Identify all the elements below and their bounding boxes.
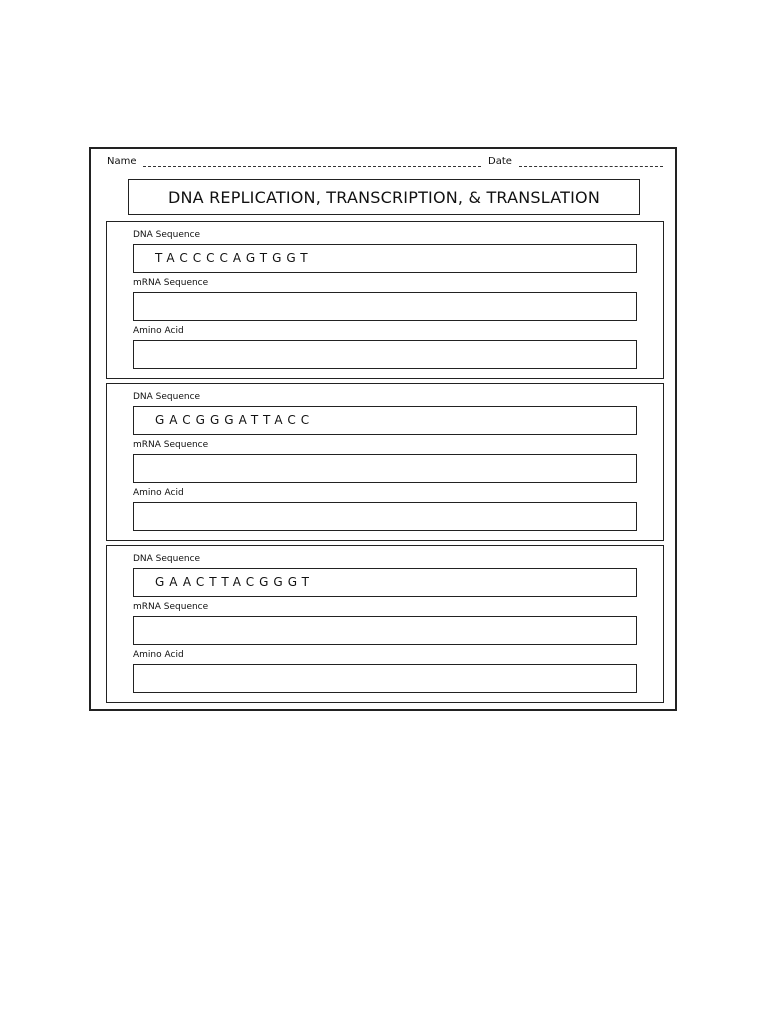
sequence-section-1 <box>106 221 664 379</box>
dna-sequence-field: GAACTTACGGGT <box>133 568 637 597</box>
mrna-sequence-label: mRNA Sequence <box>133 278 209 288</box>
name-label: Name <box>107 156 137 167</box>
dna-sequence-label: DNA Sequence <box>133 554 201 564</box>
dna-sequence-field: TACCCCAGTGGT <box>133 244 637 273</box>
mrna-sequence-label: mRNA Sequence <box>133 440 209 450</box>
header-line <box>107 155 665 171</box>
dna-sequence-label: DNA Sequence <box>133 230 201 240</box>
mrna-sequence-label: mRNA Sequence <box>133 602 209 612</box>
mrna-sequence-field[interactable] <box>133 616 637 645</box>
amino-acid-field[interactable] <box>133 340 637 369</box>
worksheet-title: DNA REPLICATION, TRANSCRIPTION, & TRANSLATION <box>128 179 640 215</box>
worksheet <box>89 147 677 711</box>
date-label: Date <box>488 156 512 167</box>
date-blank[interactable] <box>519 166 663 167</box>
mrna-sequence-field[interactable] <box>133 292 637 321</box>
amino-acid-label: Amino Acid <box>133 488 184 498</box>
name-blank[interactable] <box>143 166 481 167</box>
dna-sequence-label: DNA Sequence <box>133 392 201 402</box>
mrna-sequence-field[interactable] <box>133 454 637 483</box>
amino-acid-label: Amino Acid <box>133 326 184 336</box>
amino-acid-field[interactable] <box>133 664 637 693</box>
sequence-section-3 <box>106 545 664 703</box>
amino-acid-label: Amino Acid <box>133 650 184 660</box>
dna-sequence-field: GACGGGATTACC <box>133 406 637 435</box>
sequence-section-2 <box>106 383 664 541</box>
amino-acid-field[interactable] <box>133 502 637 531</box>
